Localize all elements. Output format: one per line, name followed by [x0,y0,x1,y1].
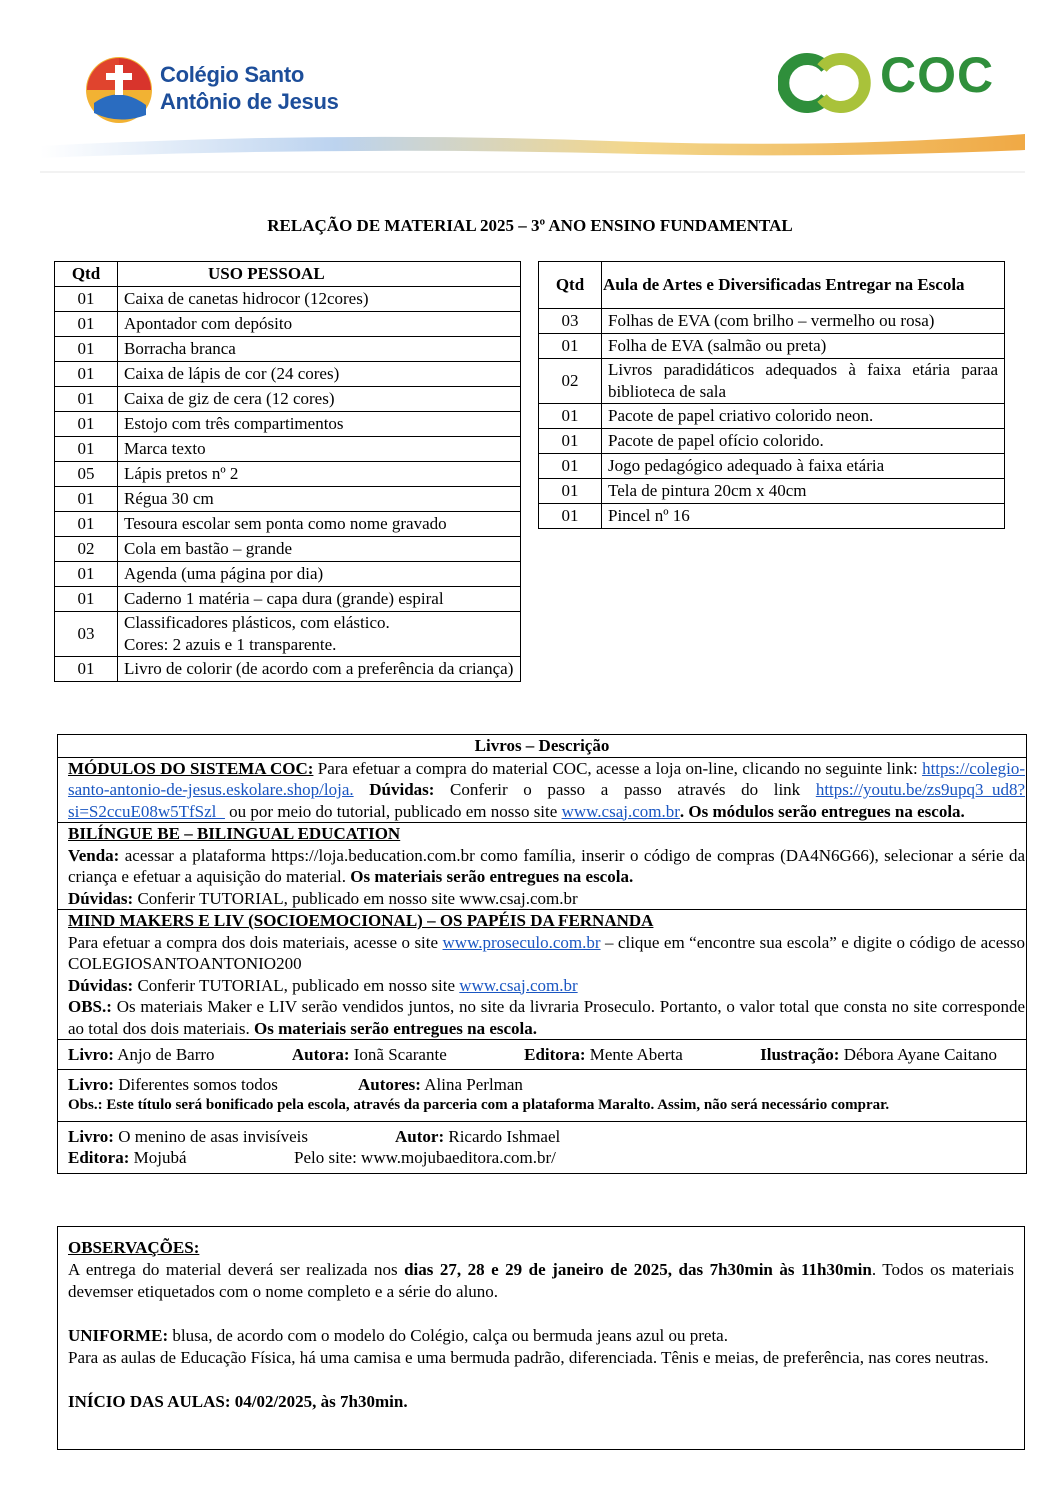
qty-cell: 01 [539,404,602,429]
item-cell: Apontador com depósito [118,312,521,337]
coc-modules-block [58,758,1026,824]
publisher-label: Editora: [68,1148,130,1167]
book-title: Anjo de Barro [113,1045,215,1064]
item-cell-line1: Classificadores plásticos, com elástico. [124,613,390,632]
mindmakers-obs-text: Os materiais Maker e LIV serão vendidos juntos, no site da livraria Proseculo. Portanto, o valor total que consta no site corresponde ao total dos dois materiais. [68,997,1025,1038]
qty-cell: 01 [55,562,118,587]
item-cell: Pacote de papel ofício colorido. [602,429,1005,454]
item-cell: Livros paradidáticos adequados à faixa etária paraa biblioteca de sala [602,359,1005,404]
qty-cell: 01 [539,429,602,454]
table-row [539,359,1005,404]
qty-cell: 01 [55,487,118,512]
mindmakers-text: Para efetuar a compra dos dois materiais, acesse o site [68,932,443,952]
school-emblem-icon [84,55,154,125]
table-row [539,504,1005,529]
qty-column-header: Qtd [55,262,118,287]
bilingual-heading: BILÍNGUE BE – BILINGUAL EDUCATION [68,824,401,843]
item-cell: Caixa de canetas hidrocor (12cores) [118,287,521,312]
table-row [55,487,521,512]
bilingual-sale-label: Venda: [68,845,120,865]
coc-symbol-icon [778,48,873,118]
item-cell: Caixa de lápis de cor (24 cores) [118,362,521,387]
qty-cell: 01 [539,454,602,479]
qty-cell: 01 [55,312,118,337]
table-header-row [55,262,521,287]
table-row [55,462,521,487]
coc-wordmark: COC [880,47,995,103]
item-cell: Marca texto [118,437,521,462]
item-cell [118,612,521,657]
delivery-dates: dias 27, 28 e 29 de janeiro de 2025, das 7h30min às 11h30min [404,1260,872,1279]
table-row [539,479,1005,504]
item-cell: Estojo com três compartimentos [118,412,521,437]
arts-materials-table [538,261,1005,529]
mindmakers-heading: MIND MAKERS E LIV (SOCIOEMOCIONAL) – OS PAPÉIS DA FERNANDA [68,911,654,930]
item-cell: Pacote de papel criativo colorido neon. [602,404,1005,429]
delivery-text: A entrega do material deverá ser realizada nos [68,1260,405,1279]
document-title: RELAÇÃO DE MATERIAL 2025 – 3º ANO ENSINO FUNDAMENTAL [267,216,793,235]
qty-cell: 01 [539,504,602,529]
qty-cell: 01 [55,657,118,682]
coc-tutorial-link[interactable]: https://youtu.be/zs9upq3_ud8?si=S2ccuE08w5TfSzl_ [68,780,1025,821]
qty-cell: 01 [55,287,118,312]
classes-start: INÍCIO DAS AULAS: 04/02/2025, às 7h30min. [68,1392,408,1411]
qty-cell: 01 [55,412,118,437]
qty-column-header: Qtd [539,262,602,309]
table-row [55,312,521,337]
books-section [57,734,1027,1174]
table-row [55,437,521,462]
table-row [539,309,1005,334]
book-title: O menino de asas invisíveis [113,1126,309,1146]
item-cell: Agenda (uma página por dia) [118,562,521,587]
observations-heading: OBSERVAÇÕES: [68,1238,200,1257]
qty-cell: 01 [55,587,118,612]
header-wave-decoration [40,128,1025,176]
table-row [539,429,1005,454]
item-cell: Tela de pintura 20cm x 40cm [602,479,1005,504]
item-cell: Folhas de EVA (com brilho – vermelho ou rosa) [602,309,1005,334]
coc-text: Para efetuar a compra do material COC, acesse a loja on-line, clicando no seguinte link: [313,758,923,778]
table-row [55,287,521,312]
item-column-header: Aula de Artes e Diversificadas Entregar na Escola [602,262,1005,309]
table-row [55,562,521,587]
book-label: Livro: [68,1045,114,1064]
table-row [55,537,521,562]
book-obs: Obs.: Este título será bonificado pela escola, através da parceria com a plataforma Maralto. Assim, não será necessário comprar. [68,1097,890,1113]
book-publisher: Mojubá [129,1148,187,1167]
qty-cell: 05 [55,462,118,487]
item-cell: Régua 30 cm [118,487,521,512]
school-name-line1: Colégio Santo [160,62,304,87]
table-row [55,337,521,362]
coc-doubts-label: Dúvidas: [353,780,435,799]
school-logo [84,55,394,130]
personal-use-table [54,261,521,682]
mindmakers-text-continued: – clique em “encontre sua escola” e digite o código de acesso COLEGIOSANTOANTONIO200 [68,932,1025,973]
table-row [55,412,521,437]
item-cell: Livro de colorir (de acordo com a preferência da criança) [118,657,521,682]
book-menino-de-asas [58,1122,1026,1173]
table-row [55,387,521,412]
qty-cell: 02 [539,359,602,404]
coc-heading: MÓDULOS DO SISTEMA COC: [68,758,314,778]
item-cell: Jogo pedagógico adequado à faixa etária [602,454,1005,479]
item-cell: Cola em bastão – grande [118,537,521,562]
qty-cell: 03 [55,612,118,657]
mindmakers-obs-label: OBS.: [68,997,112,1016]
bilingual-sale-text: acessar a plataforma https://loja.beducation.com.br como família, inserir o código de compras (DA4N6G66), selecionar a série da criança e efetuar a aquisição do material. [68,845,1025,886]
table-row [55,512,521,537]
qty-cell: 01 [55,387,118,412]
book-author: Ionã Scarante [349,1045,447,1064]
bilingual-delivery-note: Os materiais serão entregues na escola. [350,867,634,886]
book-author: Alina Perlman [420,1074,523,1094]
author-label: Autores: [358,1074,421,1094]
coc-site-link[interactable]: www.csaj.com.br [561,801,680,821]
publisher-site: Pelo site: www.mojubaeditora.com.br/ [294,1148,556,1167]
qty-cell: 01 [55,437,118,462]
proseculo-link[interactable]: www.proseculo.com.br [442,932,601,952]
table-row [539,404,1005,429]
coc-store-link[interactable]: https://colegio-santo-antonio-de-jesus.eskolare.shop/loja. [68,758,1025,799]
delivery-text-continued: . Todos os materiais devemser etiquetados com o nome completo e a série do aluno. [68,1260,1015,1301]
illustration-label: Ilustração: [760,1045,840,1064]
uniform-label: UNIFORME: [68,1326,169,1345]
coc-text-continued: ou por meio do tutorial, publicado em nosso site [224,801,562,821]
table-row [55,587,521,612]
book-label: Livro: [68,1074,114,1094]
book-label: Livro: [68,1126,114,1146]
school-name-line2: Antônio de Jesus [160,89,339,114]
school-name [160,61,339,115]
mindmakers-site-link[interactable]: www.csaj.com.br [459,975,578,995]
mindmakers-doubts-text: Conferir TUTORIAL, publicado em nosso site [133,975,460,995]
item-cell: Borracha branca [118,337,521,362]
coc-doubts-text: Conferir o passo a passo através do link [434,780,816,799]
item-cell-line2: Cores: 2 azuis e 1 transparente. [124,635,337,654]
qty-cell: 01 [539,479,602,504]
table-row [55,362,521,387]
book-anjo-de-barro [58,1040,1026,1070]
item-cell: Caderno 1 matéria – capa dura (grande) espiral [118,587,521,612]
book-publisher: Mente Aberta [585,1045,683,1064]
bilingual-doubts-text: Conferir TUTORIAL, publicado em nosso site www.csaj.com.br [133,888,578,908]
table-row [55,657,521,682]
qty-cell: 03 [539,309,602,334]
item-cell: Folha de EVA (salmão ou preta) [602,334,1005,359]
item-cell: Tesoura escolar sem ponta como nome gravado [118,512,521,537]
item-cell: Pincel nº 16 [602,504,1005,529]
mindmakers-doubts-label: Dúvidas: [68,975,134,995]
physical-education-text: Para as aulas de Educação Física, há uma camisa e uma bermuda padrão, diferenciada. Tênis e meias, de preferência, nas cores neutras. [68,1348,989,1367]
bilingual-doubts-label: Dúvidas: [68,888,134,908]
author-label: Autor: [395,1126,445,1146]
books-header: Livros – Descrição [58,735,1026,758]
table-row [539,334,1005,359]
item-cell: Caixa de giz de cera (12 cores) [118,387,521,412]
uniform-text: blusa, de acordo com o modelo do Colégio, calça ou bermuda jeans azul ou preta. [168,1326,728,1345]
book-illustrator: Débora Ayane Caitano [839,1045,997,1064]
observations-box [57,1226,1025,1450]
table-row [539,454,1005,479]
qty-cell: 01 [55,362,118,387]
table-row [55,612,521,657]
qty-cell: 02 [55,537,118,562]
mindmakers-delivery-note: Os materiais serão entregues na escola. [254,1018,537,1038]
book-diferentes-somos-todos [58,1070,1026,1122]
book-author: Ricardo Ishmael [444,1126,561,1146]
mindmakers-block [58,910,1026,1040]
publisher-label: Editora: [524,1045,586,1064]
qty-cell: 01 [55,337,118,362]
author-label: Autora: [291,1045,350,1064]
table-header-row [539,262,1005,309]
qty-cell: 01 [55,512,118,537]
book-title: Diferentes somos todos [113,1074,278,1094]
item-cell: Lápis pretos nº 2 [118,462,521,487]
coc-delivery-note: . Os módulos serão entregues na escola. [679,801,965,821]
coc-logo [778,48,998,118]
bilingual-block [58,823,1026,910]
qty-cell: 01 [539,334,602,359]
item-column-header: USO PESSOAL [118,262,521,287]
